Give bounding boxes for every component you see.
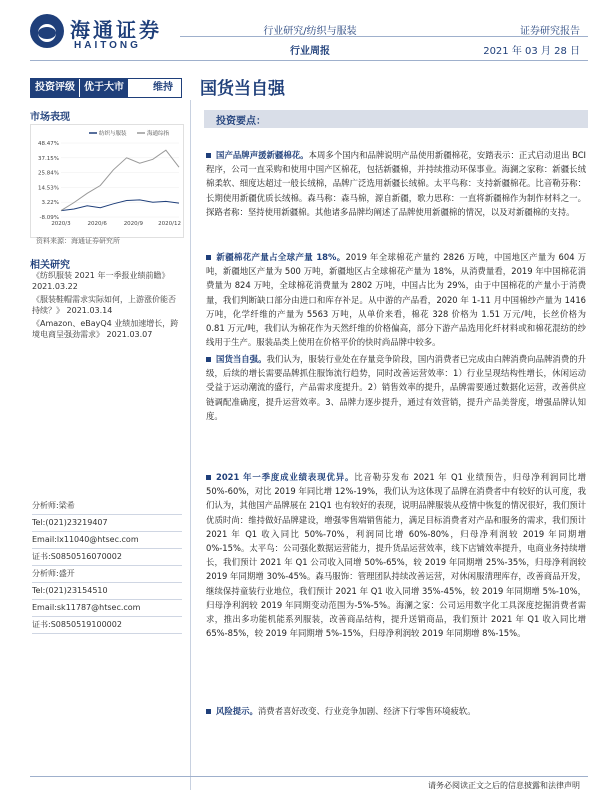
y-tick-label: 37.15% — [38, 155, 59, 162]
rating-label: 投资评级 — [31, 79, 79, 97]
x-tick-label: 2020/6 — [87, 221, 107, 227]
haitong-logo-icon — [30, 14, 64, 48]
bullet-icon — [206, 153, 211, 158]
column-divider — [190, 100, 191, 790]
key-point-paragraph — [206, 148, 586, 219]
x-tick-label: 2020/3 — [51, 221, 71, 227]
y-tick-label: -8.09% — [39, 215, 59, 221]
key-point-paragraph — [206, 470, 586, 640]
footer-divider — [30, 776, 588, 777]
y-tick-label: 48.47% — [38, 141, 59, 147]
key-point-body: 消费者喜好改变、行业竞争加剧、经济下行零售环境疲软。 — [257, 706, 476, 716]
logo-english: HAITONG — [74, 40, 141, 51]
key-point-heading: 新疆棉花产量占全球产量 18%。 — [216, 252, 346, 262]
logo-chinese: 海通证券 — [70, 18, 162, 42]
key-point-heading: 风险提示。 — [216, 706, 258, 716]
key-point-paragraph — [206, 250, 586, 349]
bullet-icon — [206, 357, 211, 362]
key-point-body: 比音勒芬发布 2021 年 Q1 业绩预告，归母净利润同比增 50%-60%，对比 2019 年同比增 12%-19%，我们认为这体现了品牌在消费者中有较好的认可度，我们认为，其他国产品牌展在 21Q1 也有较好的表现，说明品牌服装从疫情中恢复的情况很好，我们预计优质时尚：维持做好品牌建设，增强零售端销售能力，满足目标消费者对产品和服务的需求，我们预计 2021 年 Q1 收入同比 50%-70%，利润同比增 60%-80%，归母净利润较 2019 年同期增 0%-15%。太平鸟：公司强化数据运营能力，提升货品运营效率，线下店铺效率提升，电商业务持续增长，我们预计 2021 年 Q1 公司收入同增 50%-65%，较 2019 年同期增 25%-35%，归母净利润较 2019 年同期增 30%-45%。森马服饰：管理团队持续改善运营，对休闲服清理库存，改善商品开发，继续保持童装行业地位，我们预计 2021 年 Q1 收入同增 35%-45%，较 2019 年同期增 5%-10%，归母净利润较 2019 年同期变动范围为-5%-5%。海澜之家：公司运用数字化工具深度挖掘消费者需求，推出多功能机能系列服装，改善商品结构，提升送销商品，我们预计 2021 年 Q1 收入同比增 65%-85%，较 2019 年同期增 5%-15%，归母净利润较 2019 年同期增 8%-15%。 — [206, 472, 586, 639]
rating-value: 优于大市 — [79, 79, 128, 97]
analyst-name: 分析师:盛开 — [32, 566, 182, 583]
investment-rating — [30, 78, 182, 98]
bullet-icon — [206, 255, 211, 260]
analyst-email[interactable]: Email:lx11040@htsec.com — [32, 532, 182, 549]
key-point-heading: 2021 年一季度成业绩表现优异。 — [216, 472, 355, 482]
x-tick-label: 2020/12 — [158, 221, 181, 227]
related-research-list — [32, 270, 182, 342]
key-point-body: 2019 年全球棉花产量约 2826 万吨，中国地区产量为 604 万吨，新疆地区产量为 500 万吨，新疆地区占全球棉花产量为 18%，从消费量看，2019 年中国棉花消费量为 824 万吨，全球棉花消费量为 2802 万吨，中国占比为 29%，由于中国棉花的产量小于消费量，我们判断缺口部分由进口和库存补足。从中游的产品看，2020 年 1-11 月中国棉纱产量为 1416 万吨，化学纤维的产量为 5563 万吨，从单价来看，棉花 328 价格为 1.51 万元/吨，长丝价格为 0.81 万元/吨，我们认为棉花作为天然纤维的价格偏高，部分下游产品选用化纤材料或和棉花混纺的纱线用于生产。服装品类上使用在价格平价的快时尚品牌中较多。 — [206, 252, 586, 348]
analyst-tel: Tel:(021)23219407 — [32, 515, 182, 532]
rating-status: 维持 — [153, 82, 173, 93]
related-research-title: 相关研究 — [30, 260, 70, 271]
footer-disclaimer: 请务必阅读正文之后的信息披露和法律声明 — [428, 781, 580, 790]
analyst-info — [32, 498, 182, 634]
x-tick-label: 2020/9 — [123, 221, 144, 227]
related-item[interactable]: 《服装鞋帽需求实际如何，上游涨价能否持续？》 2021.03.14 — [32, 295, 176, 315]
key-point-paragraph — [206, 704, 586, 718]
series-line — [61, 200, 179, 211]
report-type: 行业周报 — [290, 46, 330, 57]
bullet-icon — [206, 709, 211, 714]
related-item[interactable]: 《纺织服装 2021 年一季报业绩前瞻》 2021.03.22 — [32, 271, 170, 291]
analyst-cert: 证书:S0850519100002 — [32, 617, 182, 634]
key-points-title: 投资要点： — [216, 116, 266, 127]
market-chart — [30, 124, 184, 238]
report-date: 2021 年 03 月 28 日 — [483, 46, 580, 57]
key-point-body: 本周多个国内和品牌说明产品使用新疆棉花，安踏表示：正式启动退出 BCI 程序，公司一直采购和使用中国产区棉花，包括新疆棉，并持续推动环保事业。海澜之家称：新疆长绒棉柔软、细度达超过一般长绒棉，品牌广泛选用新疆长绒棉。太平鸟称：支持新疆棉花。比音勒芬称：长期使用新疆优质长绒棉。森马称：森马棉，源自新疆，歌力思称：一直将新疆棉作为制作材料之一。探路者称：坚持使用新疆棉。其他诸多品牌均阐述了品牌使用新疆棉的情况，以及对新疆棉的支持。 — [206, 150, 587, 217]
chart-source: 资料来源：海通证券研究所 — [36, 237, 120, 245]
y-tick-label: 3.22% — [41, 200, 59, 207]
analyst-email[interactable]: Email:sk11787@htsec.com — [32, 600, 182, 617]
key-point-heading: 国产品牌声援新疆棉花。 — [216, 150, 309, 160]
market-performance-title: 市场表现 — [30, 112, 70, 123]
analyst-cert: 证书:S0850516070002 — [32, 549, 182, 566]
report-label: 证券研究报告 — [520, 26, 580, 37]
key-point-heading: 国货当自强。 — [216, 354, 267, 364]
analyst-name: 分析师:梁希 — [32, 498, 182, 515]
y-tick-label: 14.53% — [38, 185, 59, 192]
header-bottom-divider — [30, 60, 588, 61]
legend-label: 纺织与服装 — [99, 131, 127, 137]
key-point-body: 我们认为，服装行业处在存量竞争阶段，国内消费者已完成由白牌消费向品牌消费的升级，后续的增长需要品牌抓住服饰流行趋势，同时改善运营效率：1）行业呈现结构性增长，休闲运动受益于运动潮流的盛行，产品需求度提升。2）销售效率的提升，品牌需要通过数据化运营，改善供应链调配准确度，提升运营效率。3、品牌力逐步提升，通过有效营销，提升产品美誉度，增强品牌认知度。 — [206, 354, 587, 421]
page-title: 国货当自强 — [200, 79, 285, 99]
bullet-icon — [206, 475, 211, 480]
y-tick-label: 25.84% — [38, 170, 59, 177]
analyst-tel: Tel:(021)23154510 — [32, 583, 182, 600]
related-item[interactable]: 《Amazon、eBayQ4 业绩加速增长，跨境电商呈强劲需求》 2021.03.07 — [32, 319, 179, 339]
report-category: 行业研究/纺织与服装 — [263, 26, 357, 37]
legend-label: 海通综指 — [147, 131, 170, 137]
key-point-paragraph — [206, 352, 586, 423]
market-chart-svg — [31, 125, 183, 237]
